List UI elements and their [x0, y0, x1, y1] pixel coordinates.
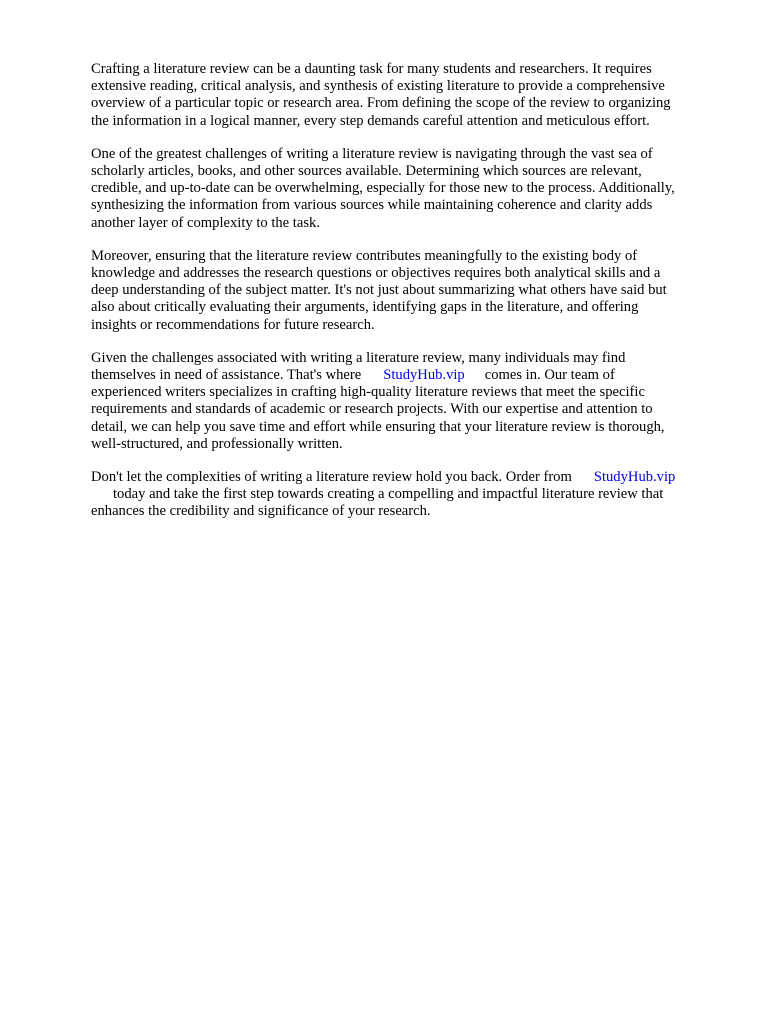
text-line: Moreover, ensuring that the literature review contributes meaningfully to the existing body of [91, 247, 638, 264]
text-line: Crafting a literature review can be a daunting task for many students and researchers. It requires [91, 61, 652, 77]
paragraph-4 [91, 350, 721, 453]
text-line: another layer of complexity to the task. [91, 214, 320, 231]
text-line [91, 367, 721, 384]
text-line: overview of a particular topic or research area. From defining the scope of the review to organizing [91, 95, 671, 112]
text-segment: Don't let the complexities of writing a literature review hold you back. Order from [91, 469, 572, 486]
paragraph-2 [91, 146, 721, 232]
text-line: detail, we can help you save time and effort while ensuring that your literature review is thorough, [91, 418, 665, 435]
text-line: well-structured, and professionally written. [91, 435, 343, 452]
text-line: Given the challenges associated with writing a literature review, many individuals may find [91, 349, 626, 366]
text-line: also about critically evaluating their arguments, identifying gaps in the literature, and offering [91, 299, 639, 316]
text-line: the information in a logical manner, every step demands careful attention and meticulous effort. [91, 112, 650, 129]
text-segment: today and take the first step towards creating a compelling and impactful literature review that [113, 486, 664, 503]
text-line [91, 486, 721, 503]
text-line: scholarly articles, books, and other sources available. Determining which sources are relevant, [91, 163, 642, 180]
document-body [91, 61, 721, 537]
text-line [91, 469, 721, 486]
text-line: knowledge and addresses the research questions or objectives requires both analytical skills and a [91, 265, 661, 282]
text-line: requirements and standards of academic or research projects. With our expertise and attention to [91, 401, 653, 418]
text-line: credible, and up-to-date can be overwhelming, especially for those new to the process. Additionally, [91, 180, 675, 197]
text-line: synthesizing the information from various sources while maintaining coherence and clarity adds [91, 197, 653, 214]
text-line: experienced writers specializes in crafting high-quality literature reviews that meet the specific [91, 384, 645, 401]
text-line: extensive reading, critical analysis, and synthesis of existing literature to provide a comprehensive [91, 78, 665, 95]
paragraph-3 [91, 248, 721, 334]
studyhub-link[interactable]: StudyHub.vip [383, 367, 465, 384]
paragraph-1 [91, 61, 721, 130]
studyhub-link[interactable]: StudyHub.vip [593, 469, 676, 486]
paragraph-5 [91, 469, 721, 521]
text-segment: comes in. Our team of [484, 367, 615, 384]
text-segment: themselves in need of assistance. That's where [91, 367, 362, 384]
text-line: insights or recommendations for future research. [91, 316, 375, 333]
text-line: enhances the credibility and significance of your research. [91, 503, 431, 520]
text-line: deep understanding of the subject matter. It's not just about summarizing what others have said but [91, 282, 667, 299]
text-line: One of the greatest challenges of writing a literature review is navigating through the vast sea of [91, 145, 653, 162]
